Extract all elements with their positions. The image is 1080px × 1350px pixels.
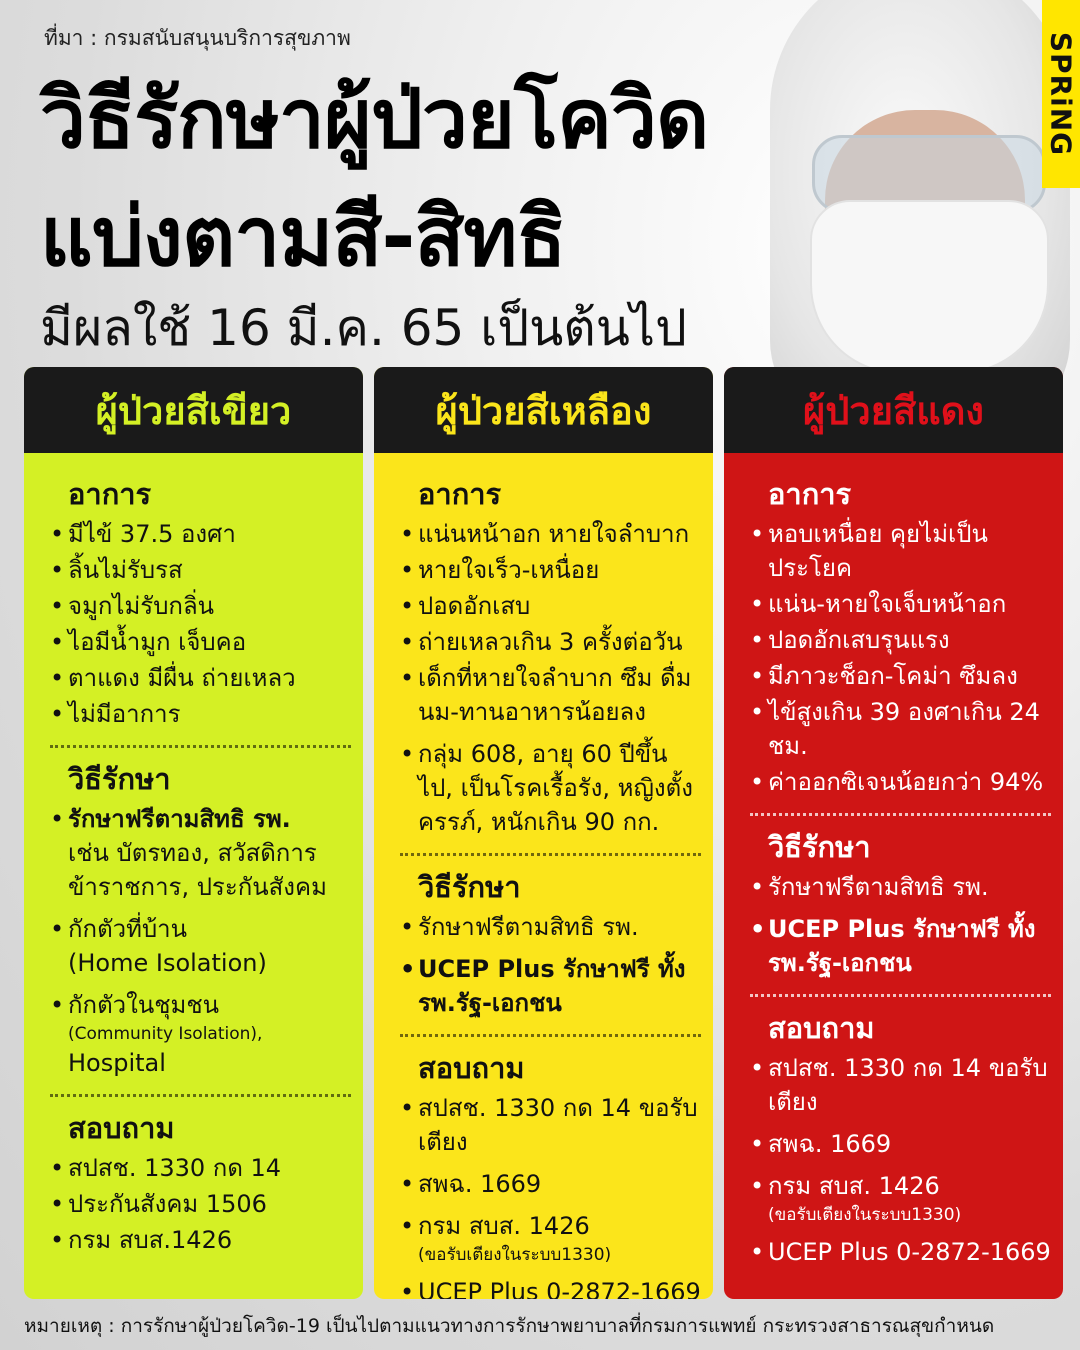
- green-hospital: Hospital: [68, 1049, 166, 1077]
- yellow-treatment-title: วิธีรักษา: [418, 870, 521, 904]
- red-patient-column: [724, 367, 1063, 1299]
- yellow-patient-column: [374, 367, 713, 1299]
- page-title-line2: แบ่งตามสี-สิทธิ: [40, 190, 566, 285]
- list-item: [50, 988, 351, 1080]
- list-item: [50, 802, 351, 904]
- red-treatment-section: [750, 813, 1051, 994]
- red-contact-hss: กรม สบส. 1426: [768, 1172, 940, 1200]
- brand-logo: [1042, 0, 1080, 188]
- list-item: • รักษาฟรีตามสิทธิ รพ.: [400, 910, 701, 944]
- list-item: • ลิ้นไม่รับรส: [50, 553, 351, 587]
- red-treatment-title: วิธีรักษา: [768, 830, 871, 864]
- list-item: • ปอดอักเสบ: [400, 589, 701, 623]
- green-treatment-examples: เช่น บัตรทอง, สวัสดิการข้าราชการ, ประกันสังคม: [68, 839, 327, 901]
- list-item: • UCEP Plus รักษาฟรี ทั้ง รพ.รัฐ-เอกชน: [400, 952, 701, 1020]
- list-item: • UCEP Plus 0-2872-1669: [750, 1235, 1051, 1269]
- list-item: • กรม สบส.1426: [50, 1223, 351, 1257]
- list-item: • สปสช. 1330 กด 14: [50, 1151, 351, 1185]
- list-item: • สปสช. 1330 กด 14 ขอรับเตียง: [400, 1091, 701, 1159]
- yellow-contact-section: [400, 1034, 701, 1299]
- footnote: หมายเหตุ : การรักษาผู้ป่วยโควิด-19 เป็นไปตามแนวทางการรักษาพยาบาลที่กรมการแพทย์ กระทรวงสาธารณสุขกำหนด: [24, 1315, 995, 1337]
- list-item: • ค่าออกซิเจนน้อยกว่า 94%: [750, 765, 1051, 799]
- list-item: [50, 912, 351, 980]
- list-item: • แน่น-หายใจเจ็บหน้าอก: [750, 587, 1051, 621]
- list-item: • มีภาวะช็อก-โคม่า ซึมลง: [750, 659, 1051, 693]
- list-item: • UCEP Plus 0-2872-1669: [400, 1275, 701, 1299]
- source-note: ที่มา : กรมสนับสนุนบริการสุขภาพ: [44, 26, 351, 50]
- green-community-isolation-en: (Community Isolation),: [68, 1024, 263, 1044]
- green-home-isolation: กักตัวที่บ้าน: [68, 915, 188, 943]
- list-item: • ปอดอักเสบรุนแรง: [750, 623, 1051, 657]
- yellow-contact-title: สอบถาม: [418, 1051, 525, 1085]
- red-contact-section: [750, 994, 1051, 1283]
- green-treatment-free: รักษาฟรีตามสิทธิ รพ.: [68, 805, 291, 833]
- green-symptoms-section: [50, 463, 351, 745]
- yellow-contact-hss-note: (ขอรับเตียงในระบบ1330): [418, 1245, 612, 1265]
- list-item: • รักษาฟรีตามสิทธิ รพ.: [750, 870, 1051, 904]
- yellow-symptoms-section: [400, 463, 701, 853]
- list-item: • ประกันสังคม 1506: [50, 1187, 351, 1221]
- list-item: • ไอมีน้ำมูก เจ็บคอ: [50, 625, 351, 659]
- yellow-symptoms-title: อาการ: [418, 477, 502, 511]
- green-treatment-title: วิธีรักษา: [68, 762, 171, 796]
- list-item: • มีไข้ 37.5 องศา: [50, 517, 351, 551]
- red-column-header: ผู้ป่วยสีแดง: [724, 367, 1063, 453]
- red-symptoms-section: [750, 463, 1051, 813]
- green-contact-section: [50, 1094, 351, 1271]
- red-contact-hss-note: (ขอรับเตียงในระบบ1330): [768, 1205, 962, 1225]
- list-item: • ไม่มีอาการ: [50, 697, 351, 731]
- list-item: • เด็กที่หายใจลำบาก ซึม ดื่มนม-ทานอาหารน้อยลง: [400, 661, 701, 729]
- list-item: [400, 1209, 701, 1267]
- list-item: • หายใจเร็ว-เหนื่อย: [400, 553, 701, 587]
- green-contact-title: สอบถาม: [68, 1111, 175, 1145]
- list-item: [750, 1169, 1051, 1227]
- list-item: • ไข้สูงเกิน 39 องศาเกิน 24 ชม.: [750, 695, 1051, 763]
- face-mask: [810, 200, 1049, 374]
- yellow-column-header: ผู้ป่วยสีเหลือง: [374, 367, 713, 453]
- red-contact-title: สอบถาม: [768, 1011, 875, 1045]
- brand-text: SPRiNG: [1044, 31, 1078, 157]
- red-symptoms-title: อาการ: [768, 477, 852, 511]
- list-item: • สปสช. 1330 กด 14 ขอรับเตียง: [750, 1051, 1051, 1119]
- list-item: • UCEP Plus รักษาฟรี ทั้ง รพ.รัฐ-เอกชน: [750, 912, 1051, 980]
- list-item: • หอบเหนื่อย คุยไม่เป็นประโยค: [750, 517, 1051, 585]
- effective-date: มีผลใช้ 16 มี.ค. 65 เป็นต้นไป: [40, 299, 687, 357]
- list-item: • สพฉ. 1669: [400, 1167, 701, 1201]
- green-symptoms-title: อาการ: [68, 477, 152, 511]
- green-community-isolation: กักตัวในชุมชน: [68, 991, 220, 1019]
- list-item: • ถ่ายเหลวเกิน 3 ครั้งต่อวัน: [400, 625, 701, 659]
- list-item: • ตาแดง มีผื่น ถ่ายเหลว: [50, 661, 351, 695]
- green-column-header: ผู้ป่วยสีเขียว: [24, 367, 363, 453]
- list-item: • สพฉ. 1669: [750, 1127, 1051, 1161]
- page-title-line1: วิธีรักษาผู้ป่วยโควิด: [40, 72, 709, 167]
- yellow-treatment-section: [400, 853, 701, 1034]
- list-item: • จมูกไม่รับกลิ่น: [50, 589, 351, 623]
- green-patient-column: [24, 367, 363, 1299]
- list-item: • กลุ่ม 608, อายุ 60 ปีขึ้นไป, เป็นโรคเรื้อรัง, หญิงตั้งครรภ์, หนักเกิน 90 กก.: [400, 737, 701, 839]
- green-treatment-section: [50, 745, 351, 1094]
- yellow-contact-hss: กรม สบส. 1426: [418, 1212, 590, 1240]
- green-home-isolation-en: (Home Isolation): [68, 949, 267, 977]
- list-item: • แน่นหน้าอก หายใจลำบาก: [400, 517, 701, 551]
